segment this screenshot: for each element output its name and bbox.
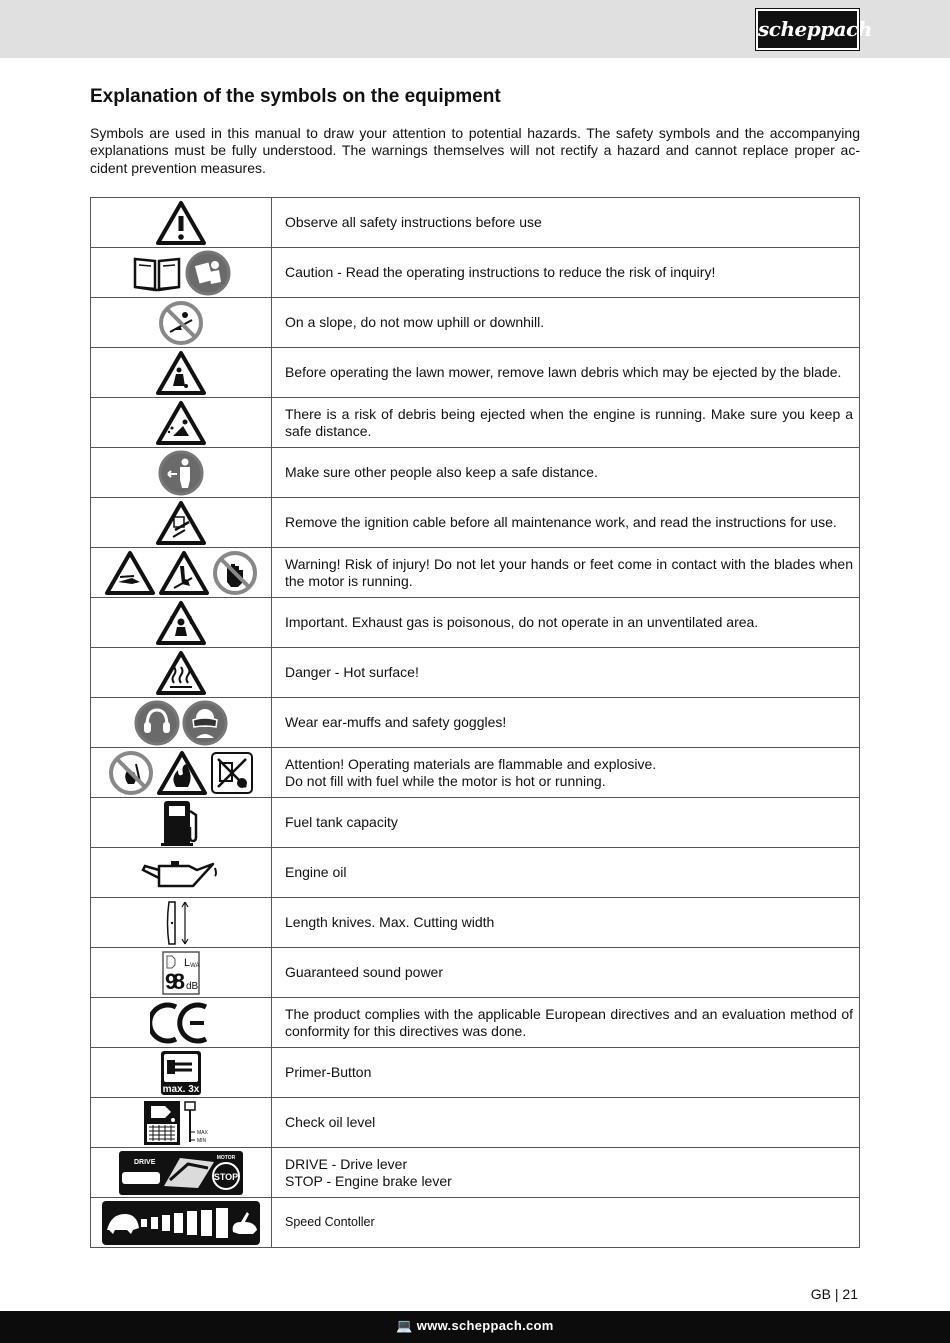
svg-text:dB: dB [186,980,199,992]
description-line: Important. Exhaust gas is poisonous, do not operate in an unventilated area. [285,614,759,630]
symbol-row [91,198,860,248]
symbol-description [272,398,860,448]
toxic-exhaust-warning-icon [155,600,207,646]
symbol-icons-cell [91,398,272,448]
description-line: Guaranteed sound power [285,964,443,980]
description-line: Warning! Risk of injury! Do not let your hands or feet come in contact with the blades when the motor is running. [285,555,853,589]
svg-text:MIN: MIN [197,1137,207,1144]
safety-goggles-icon [182,700,228,746]
symbol-row [91,948,860,998]
description-line: Make sure other people also keep a safe distance. [285,464,598,480]
symbol-icons-cell [91,598,272,648]
dipstick-icon [183,1100,219,1146]
symbol-description [272,1198,860,1248]
ear-muffs-icon [134,700,180,746]
symbol-icons-cell [91,1148,272,1198]
symbol-icons-cell [91,348,272,398]
warning-exclamation-icon [155,200,207,246]
description-line: Speed Contoller [285,1215,375,1229]
description-line: Length knives. Max. Cutting width [285,914,495,930]
symbol-icons-cell [91,948,272,998]
oil-can-icon [141,856,221,890]
description-line: Fuel tank capacity [285,814,398,830]
symbol-description [272,198,860,248]
description-line: Before operating the lawn mower, remove lawn debris which may be ejected by the blade. [285,364,842,380]
svg-text:98: 98 [165,968,185,994]
ejected-debris-warning-icon [155,400,207,446]
symbol-row [91,998,860,1048]
symbol-icons-cell [91,698,272,748]
description-line: DRIVE - Drive lever [285,1155,408,1172]
symbol-icons-cell [91,298,272,348]
symbol-description [272,1148,860,1198]
symbol-description [272,648,860,698]
description-line: Attention! Operating materials are flammable and explosive. [285,755,657,772]
symbol-description [272,348,860,398]
ce-mark-icon [150,1001,212,1045]
description-line: Observe all safety instructions before use [285,214,542,230]
description-line: Danger - Hot surface! [285,664,419,680]
symbol-row [91,748,860,798]
symbol-description [272,498,860,548]
remove-debris-warning-icon [155,350,207,396]
header-bar [0,0,950,58]
foot-blade-warning-icon [158,550,210,596]
symbol-icons-cell [91,448,272,498]
speed-controller-icon [101,1200,261,1246]
svg-text:STOP: STOP [213,1171,239,1182]
description-line: There is a risk of debris being ejected when the engine is running. Make sure you keep a safe distance. [285,405,853,439]
symbol-row [91,498,860,548]
symbol-row [91,898,860,948]
symbol-description [272,448,860,498]
description-line: Check oil level [285,1114,376,1130]
description-line: Remove the ignition cable before all maintenance work, and read the instructions for use. [285,514,837,530]
symbol-row [91,248,860,298]
symbol-icons-cell [91,648,272,698]
no-hands-icon [212,550,258,596]
sound-power-label-icon [162,951,200,995]
symbol-icons-cell [91,748,272,798]
symbol-icons-cell [91,898,272,948]
symbols-table [90,197,860,1248]
symbol-description [272,748,860,798]
hand-blade-warning-icon [104,550,156,596]
symbol-icons-cell [91,1048,272,1098]
symbol-icons-cell [91,498,272,548]
symbol-row [91,1148,860,1198]
description-line: The product complies with the applicable European directives and an evaluation method of conformity for this directives was done. [285,1005,853,1039]
symbol-row [91,1098,860,1148]
description-line: Do not fill with fuel while the motor is hot or running. [285,772,606,789]
symbol-row [91,648,860,698]
symbol-description [272,898,860,948]
symbol-description [272,548,860,598]
fuel-pump-icon [158,799,204,847]
symbol-icons-cell [91,1098,272,1148]
symbol-description [272,298,860,348]
symbol-description [272,848,860,898]
symbol-icons-cell [91,198,272,248]
hot-surface-warning-icon [155,650,207,696]
page-title: Explanation of the symbols on the equipment [90,86,501,107]
symbol-row [91,348,860,398]
footer-bar [0,1311,950,1343]
symbol-row [91,598,860,648]
oil-fill-icon [143,1100,181,1146]
symbol-row [91,298,860,348]
scheppach-logo: scheppach [756,9,859,50]
drive-stop-lever-icon [118,1150,244,1196]
symbol-description [272,698,860,748]
symbol-icons-cell [91,998,272,1048]
symbol-row [91,698,860,748]
symbol-row [91,1198,860,1248]
symbol-row [91,798,860,848]
symbol-row [91,1048,860,1098]
manual-book-icon [131,253,183,293]
svg-text:LWA: LWA [184,956,200,969]
symbol-icons-cell [91,248,272,298]
symbol-row [91,398,860,448]
no-refuel-hot-icon [210,751,254,795]
description-line: On a slope, do not mow uphill or downhill. [285,314,545,330]
website-link[interactable]: www.scheppach.com [416,1318,554,1333]
svg-text:MOTOR: MOTOR [216,1154,236,1161]
symbol-description [272,1098,860,1148]
no-slope-mowing-icon [158,300,204,346]
description-line: Wear ear-muffs and safety goggles! [285,714,507,730]
page-number: GB | 21 [810,1286,858,1302]
symbol-description [272,948,860,998]
ignition-cable-warning-icon [155,500,207,546]
keep-distance-icon [158,450,204,496]
no-open-flame-icon [108,750,154,796]
svg-text:DRIVE: DRIVE [134,1158,156,1166]
blade-length-icon [163,900,199,946]
symbol-row [91,448,860,498]
svg-text:MAX: MAX [197,1129,208,1136]
symbol-icons-cell [91,798,272,848]
symbol-description [272,798,860,848]
symbol-description [272,998,860,1048]
symbol-icons-cell [91,848,272,898]
primer-button-icon [160,1050,202,1096]
description-line: Primer-Button [285,1064,372,1080]
intro-paragraph: Symbols are used in this manual to draw your attention to potential hazards. The safety symbols and the accompanying explanations must be fully understood. The warnings themselves will not rectify a hazard and cannot replace proper ac-cident prevention measures. [90,125,860,176]
symbol-row [91,548,860,598]
read-manual-icon [185,250,231,296]
description-line: STOP - Engine brake lever [285,1172,452,1189]
flammable-warning-icon [156,750,208,796]
symbol-description [272,1048,860,1098]
symbol-description [272,598,860,648]
computer-icon: 💻 [396,1318,413,1333]
description-line: Engine oil [285,864,347,880]
description-line: Caution - Read the operating instructions to reduce the risk of inquiry! [285,264,716,280]
symbol-icons-cell [91,548,272,598]
symbol-icons-cell [91,1198,272,1248]
symbol-description [272,248,860,298]
svg-text:max. 3x: max. 3x [162,1083,200,1095]
symbol-row [91,848,860,898]
